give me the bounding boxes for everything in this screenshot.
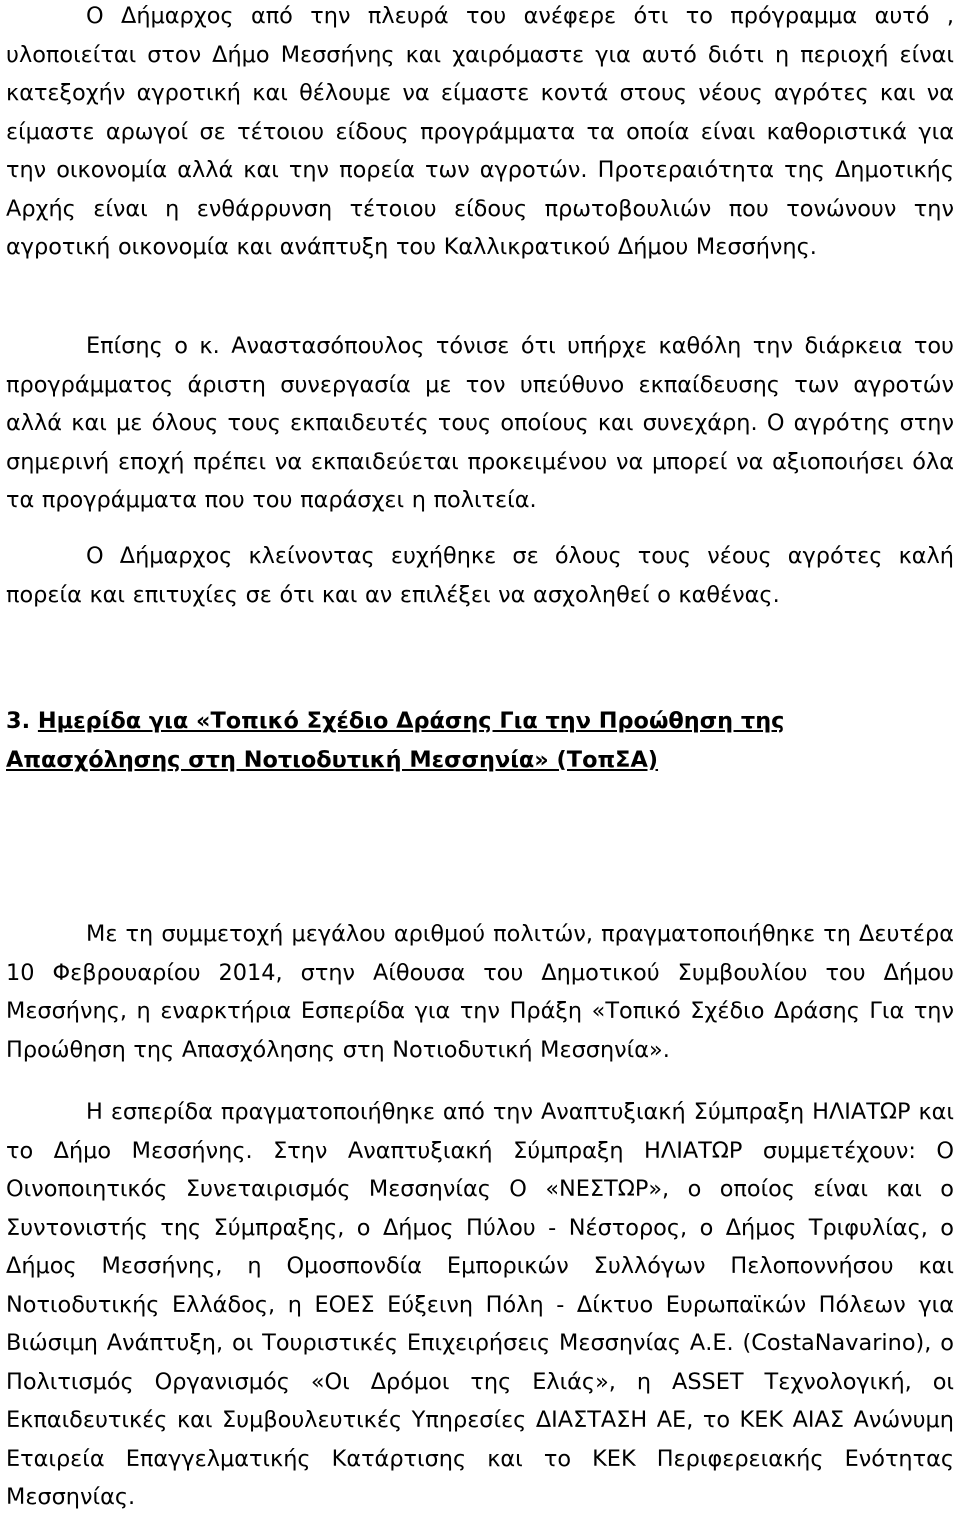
paragraph-mayor-statement [6, 0, 954, 267]
paragraph-text: Ο Δήμαρχος από την πλευρά του ανέφερε ότι το πρόγραμμα αυτό , υλοποιείται στον Δήμο Μεσσήνης και χαιρόμαστε για αυτό διότι η περιοχή είναι κατεξοχήν αγροτική και θέλουμε να είμαστε κοντά στους νέους αγρότες και να είμαστε αρωγοί σε τέτοιου είδους προγράμματα τα οποία είναι καθοριστικά για την οικονομία αλλά και την πορεία των αγροτών. Προτεραιότητα της Δημοτικής Αρχής είναι η ενθάρρυνση τέτοιου είδους πρωτοβουλιών που τονώνουν την αγροτική οικονομία και ανάπτυξη του Καλλικρατικού Δήμου Μεσσήνης. [6, 3, 954, 260]
paragraph-text: Ο Δήμαρχος κλείνοντας ευχήθηκε σε όλους τους νέους αγρότες καλή πορεία και επιτυχίες σε ότι και αν επιλέξει να ασχοληθεί ο καθένας. [6, 543, 954, 608]
paragraph-text: Επίσης ο κ. Αναστασόπουλος τόνισε ότι υπήρχε καθόλη την διάρκεια του προγράμματος άριστη συνεργασία με τον υπεύθυνο εκπαίδευσης των αγροτών αλλά και με όλους τους εκπαιδευτές τους οποίους και συνεχάρη. Ο αγρότης στην σημερινή εποχή πρέπει να εκπαιδεύεται προκειμένου να μπορεί να αξιοποιήσει όλα τα προγράμματα που του παράσχει η πολιτεία. [6, 333, 954, 513]
section-title: Ημερίδα για «Τοπικό Σχέδιο Δράσης Για την Προώθηση της Απασχόλησης στη Νοτιοδυτική Μεσσηνία» (ΤοπΣΑ) [6, 708, 785, 773]
section-number: 3. [6, 708, 31, 734]
paragraph-partnership [6, 1093, 954, 1517]
paragraph-text: Με τη συμμετοχή μεγάλου αριθμού πολιτών, πραγματοποιήθηκε τη Δευτέρα 10 Φεβρουαρίου 2014, στην Αίθουσα του Δημοτικού Συμβουλίου του Δήμου Μεσσήνης, η εναρκτήρια Εσπερίδα για την Πράξη «Τοπικό Σχέδιο Δράσης Για την Προώθηση της Απασχόλησης στη Νοτιοδυτική Μεσσηνία». [6, 921, 954, 1063]
paragraph-text: Η εσπερίδα πραγματοποιήθηκε από την Αναπτυξιακή Σύμπραξη ΗΛΙΑΤΩΡ και το Δήμο Μεσσήνης. Στην Αναπτυξιακή Σύμπραξη ΗΛΙΑΤΩΡ συμμετέχουν: Ο Οινοποιητικός Συνεταιρισμός Μεσσηνίας Ο «ΝΕΣΤΩΡ», ο οποίος είναι και ο Συντονιστής της Σύμπραξης, ο Δήμος Πύλου - Νέστορος, ο Δήμος Τριφυλίας, ο Δήμος Μεσσήνης, η Ομοσπονδία Εμπορικών Συλλόγων Πελοποννήσου και Νοτιοδυτικής Ελλάδος, η ΕΟΕΣ Εύξεινη Πόλη - Δίκτυο Ευρωπαϊκών Πόλεων για Βιώσιμη Ανάπτυξη, οι Τουριστικές Επιχειρήσεις Μεσσηνίας Α.Ε. (CostaNavarino), ο Πολιτισμός Οργανισμός «Οι Δρόμοι της Ελιάς», η ASSET Τεχνολογική, οι Εκπαιδευτικές και Συμβουλευτικές Υπηρεσίες ΔΙΑΣΤΑΣΗ ΑΕ, το ΚΕΚ ΑΙΑΣ Ανώνυμη Εταιρεία Επαγγελματικής Κατάρτισης και το ΚΕΚ Περιφερειακής Ενότητας Μεσσηνίας. [6, 1099, 954, 1510]
paragraph-event-info [6, 915, 954, 1069]
paragraph-anastasopoulos [6, 327, 954, 520]
section-heading [6, 702, 954, 779]
paragraph-closing-wishes [6, 537, 954, 614]
